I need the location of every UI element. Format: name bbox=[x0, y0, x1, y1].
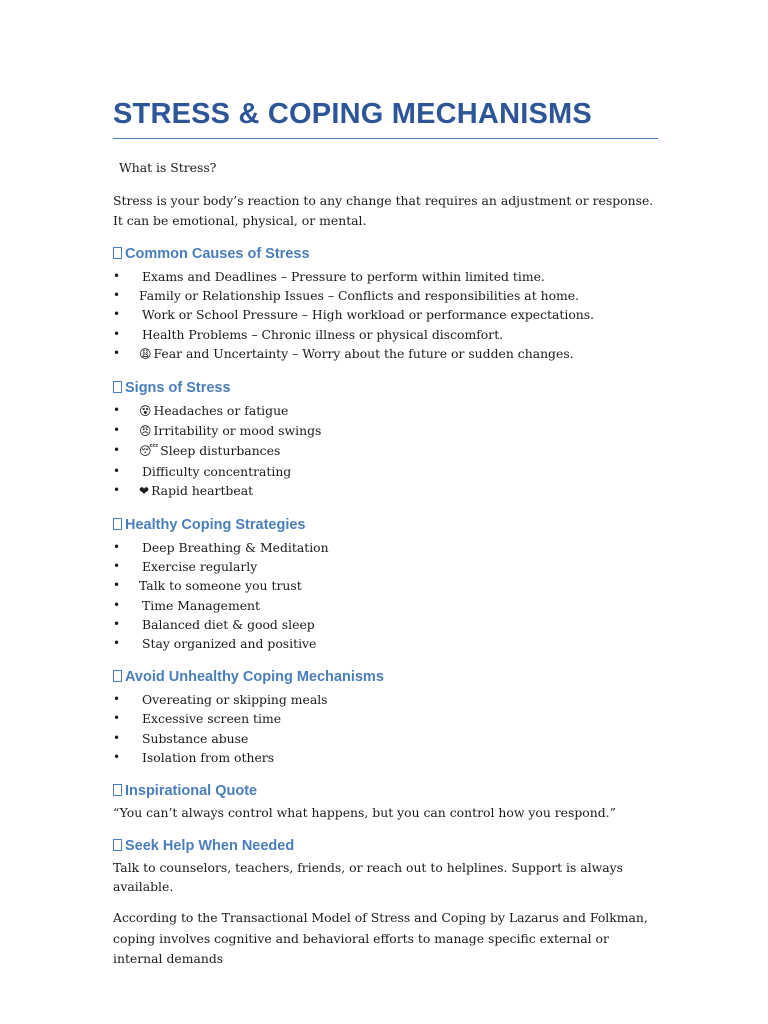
list-item bbox=[113, 557, 658, 576]
section-heading-help-label: Seek Help When Needed bbox=[125, 838, 295, 855]
list-item-text: Talk to someone you trust bbox=[139, 578, 302, 594]
list-item-text: Excessive screen time bbox=[142, 711, 282, 727]
section-heading-quote bbox=[113, 781, 658, 801]
list-item-text: Family or Relationship Issues – Conflicts and responsibilities at home. bbox=[139, 288, 580, 304]
bullet-icon: • bbox=[113, 730, 121, 745]
list-item-text: Time Management bbox=[142, 597, 260, 613]
missing-glyph-icon bbox=[113, 784, 122, 796]
list-item bbox=[113, 267, 658, 286]
section-heading-signs bbox=[113, 378, 658, 398]
bullet-icon: • bbox=[113, 616, 121, 631]
bullet-icon: • bbox=[113, 711, 121, 726]
help-text: Talk to counselors, teachers, friends, or reach out to helplines. Support is always available. bbox=[113, 860, 624, 895]
bullet-icon: • bbox=[113, 540, 121, 555]
bullet-icon: • bbox=[113, 559, 121, 574]
section-heading-causes bbox=[113, 244, 658, 264]
document-body bbox=[113, 96, 658, 970]
list-item-text: Exams and Deadlines – Pressure to perform within limited time. bbox=[142, 269, 545, 284]
sleeping-face-icon: 😴 bbox=[139, 444, 159, 459]
intro-question: What is Stress? bbox=[119, 160, 217, 175]
bullet-icon: • bbox=[113, 403, 121, 418]
list-item-text: Rapid heartbeat bbox=[151, 482, 254, 498]
dizzy-face-icon: 😵 bbox=[139, 404, 152, 419]
section-heading-quote-label: Inspirational Quote bbox=[125, 783, 258, 800]
missing-glyph-icon bbox=[113, 247, 122, 259]
section-causes bbox=[113, 244, 658, 364]
bullet-icon: • bbox=[113, 326, 121, 341]
section-heading-avoid-label: Avoid Unhealthy Coping Mechanisms bbox=[125, 669, 384, 686]
list-item-text: Deep Breathing & Meditation bbox=[142, 540, 329, 556]
list-item bbox=[113, 344, 658, 364]
missing-glyph-icon bbox=[113, 518, 122, 530]
list-item bbox=[113, 748, 658, 767]
list-item bbox=[113, 481, 658, 501]
bullet-icon: • bbox=[113, 307, 121, 322]
healthy-list bbox=[113, 538, 658, 653]
list-item bbox=[113, 286, 658, 305]
list-item bbox=[113, 709, 658, 728]
list-item-text: Isolation from others bbox=[142, 749, 275, 765]
bullet-icon: • bbox=[113, 482, 121, 497]
causes-list bbox=[113, 267, 658, 364]
section-heading-avoid bbox=[113, 667, 658, 687]
list-item-text: Overeating or skipping meals bbox=[142, 692, 328, 708]
list-item-text: Balanced diet & good sleep bbox=[142, 616, 315, 632]
bullet-icon: • bbox=[113, 269, 121, 283]
page-title: STRESS & COPING MECHANISMS bbox=[113, 96, 658, 139]
bullet-icon: • bbox=[113, 597, 121, 612]
list-item-text: Fear and Uncertainty – Worry about the future or sudden changes. bbox=[153, 345, 574, 361]
missing-glyph-icon bbox=[113, 670, 122, 682]
list-item bbox=[113, 615, 658, 634]
section-heading-help bbox=[113, 836, 658, 856]
signs-list bbox=[113, 401, 658, 501]
section-heading-signs-label: Signs of Stress bbox=[125, 380, 231, 397]
closing-paragraph: According to the Transactional Model of Stress and Coping by Lazarus and Folkman, coping involves cognitive and behavioral efforts to manage specific external or internal demands bbox=[113, 910, 648, 967]
bullet-icon: • bbox=[113, 636, 121, 651]
section-heading-healthy-label: Healthy Coping Strategies bbox=[125, 517, 306, 534]
list-item-text: Work or School Pressure – High workload or performance expectations. bbox=[142, 307, 595, 323]
list-item-text: Sleep disturbances bbox=[160, 443, 281, 459]
list-item-text: Stay organized and positive bbox=[142, 636, 317, 652]
list-item-text: Exercise regularly bbox=[142, 559, 258, 575]
list-item-text: Health Problems – Chronic illness or physical discomfort. bbox=[142, 326, 504, 342]
bullet-icon: • bbox=[113, 692, 121, 707]
heart-icon: ❤ bbox=[139, 483, 150, 498]
list-item bbox=[113, 462, 658, 481]
bullet-icon: • bbox=[113, 345, 121, 360]
list-item bbox=[113, 596, 658, 615]
bullet-icon: • bbox=[113, 463, 121, 478]
list-item-text: Irritability or mood swings bbox=[153, 423, 322, 439]
list-item bbox=[113, 690, 658, 709]
bullet-icon: • bbox=[113, 288, 121, 303]
missing-glyph-icon bbox=[113, 381, 122, 393]
avoid-list bbox=[113, 690, 658, 767]
list-item-text: Difficulty concentrating bbox=[142, 463, 292, 479]
list-item bbox=[113, 634, 658, 653]
section-heading-causes-label: Common Causes of Stress bbox=[125, 246, 310, 262]
bullet-icon: • bbox=[113, 423, 121, 438]
intro-definition: Stress is your body’s reaction to any change that requires an adjustment or response. It can be emotional, physical, or mental. bbox=[113, 193, 654, 228]
list-item-text: Substance abuse bbox=[142, 730, 249, 746]
list-item bbox=[113, 729, 658, 748]
list-item bbox=[113, 576, 658, 595]
section-healthy-coping bbox=[113, 515, 658, 653]
angry-face-icon: 😠 bbox=[139, 424, 152, 439]
section-heading-healthy bbox=[113, 515, 658, 535]
missing-glyph-icon bbox=[113, 839, 122, 851]
list-item bbox=[113, 538, 658, 557]
quote-text: “You can’t always control what happens, but you can control how you respond.” bbox=[113, 805, 616, 821]
section-avoid-unhealthy bbox=[113, 667, 658, 767]
bullet-icon: • bbox=[113, 443, 121, 458]
section-quote bbox=[113, 781, 658, 822]
list-item bbox=[113, 325, 658, 344]
bullet-icon: • bbox=[113, 749, 121, 764]
list-item bbox=[113, 421, 658, 441]
list-item bbox=[113, 401, 658, 421]
section-help bbox=[113, 836, 658, 896]
weary-face-icon: 😩 bbox=[139, 346, 152, 361]
list-item bbox=[113, 305, 658, 324]
bullet-icon: • bbox=[113, 578, 121, 593]
section-signs bbox=[113, 378, 658, 501]
list-item bbox=[113, 441, 658, 461]
list-item-text: Headaches or fatigue bbox=[153, 403, 289, 419]
